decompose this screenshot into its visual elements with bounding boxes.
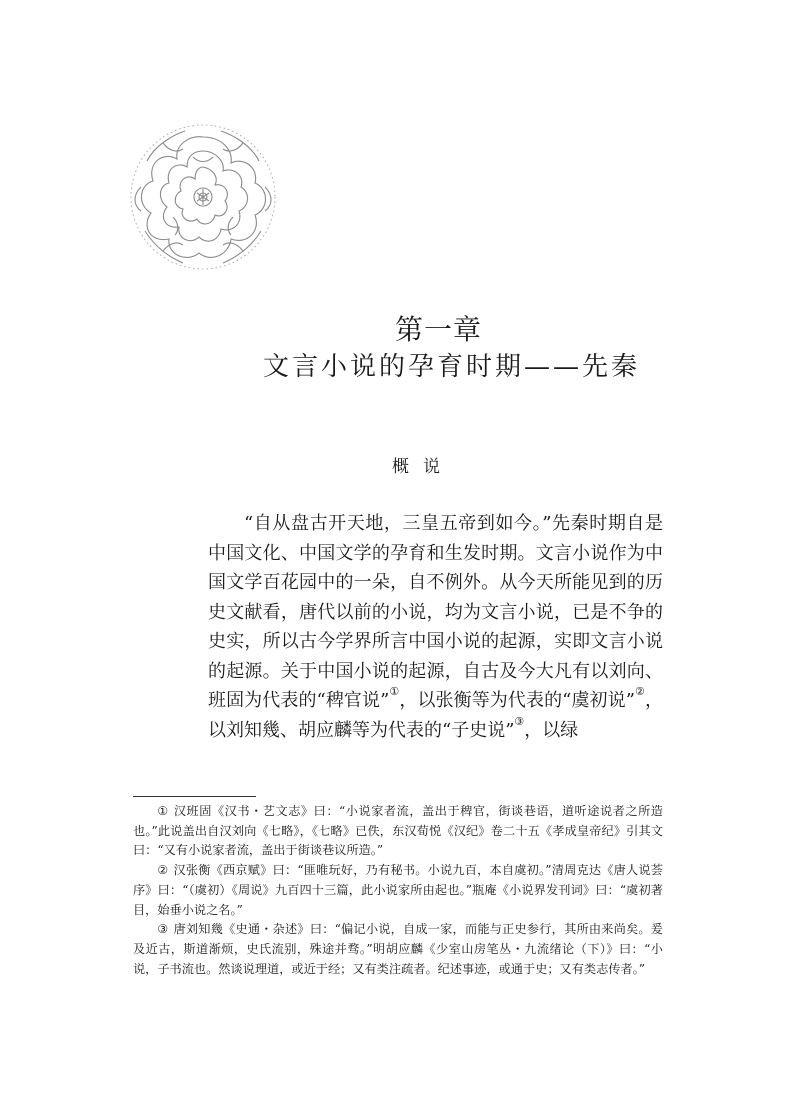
body-text-part: ，以张衡等为代表的“虞初说” (399, 690, 635, 711)
footnote-ref[interactable]: ① (389, 685, 400, 698)
body-paragraph (208, 509, 663, 745)
chapter-title: 文言小说的孕育时期——先秦 (263, 352, 641, 382)
chapter-number: 第一章 (395, 313, 483, 346)
footnote-text: 唐刘知幾《史通・杂述》曰：“偏记小说，自成一家，而能与正史参行，其所由来尚矣。爰及近古，斯道渐烦，史氏流别，殊途并骛。”明胡应麟《少室山房笔丛・九流绪论（下）》曰：“小说，子书流也。然谈说理道，或近于经；又有类注疏者。纪述事迹，或通于史；又有类志传者。” (133, 922, 663, 976)
footnote-marker: ② (157, 863, 169, 878)
footnote-ref[interactable]: ③ (514, 714, 525, 728)
footnote-text: 汉张衡《西京赋》曰：“匪唯玩好，乃有秘书。小说九百，本自虞初。”清周克达《唐人说荟序》曰：“（虞初）《周说》九百四十三篇，此小说家所由起也。”瓶庵《小说界发刊词》曰：“虞初著目，始垂小说之名。” (133, 863, 663, 917)
footnotes (133, 802, 663, 979)
body-text-part: “自从盘古开天地，三皇五帝到如今。”先秦时期自是中国文化、中国文学的孕育和生发时期。文言小说作为中国文学百花园中的一朵，自不例外。从今天所能见到的历史文献看，唐代以前的小说，均为文言小说，已是不争的史实，所以古今学界所言中国小说的起源，实即文言小说的起源。关于中国小说的起源，自古及今大凡有以刘向、班固为代表的“稗官说” (208, 513, 663, 711)
footnote-text: 汉班固《汉书・艺文志》曰：“小说家者流，盖出于稗官，街谈巷语，道听途说者之所造也。”此说盖出自汉刘向《七略》，《七略》已佚，东汉荀悦《汉纪》卷二十五《孝成皇帝纪》引其文曰：“又有小说家者流，盖出于街谈巷议所造。” (133, 804, 663, 858)
footnote (133, 802, 663, 861)
body-text-part: ，以刘知幾、胡应麟等为代表的“子史说” (208, 690, 663, 741)
footnote-marker: ① (157, 804, 169, 818)
footnote (133, 920, 663, 979)
body-text-part: ，以绿 (524, 719, 579, 741)
footnote-marker: ③ (157, 922, 169, 937)
peony-ornament-icon (128, 122, 278, 272)
section-title: 概说 (392, 457, 454, 477)
footnote-divider (133, 796, 256, 797)
footnote (133, 861, 663, 920)
footnote-ref[interactable]: ② (634, 685, 645, 698)
